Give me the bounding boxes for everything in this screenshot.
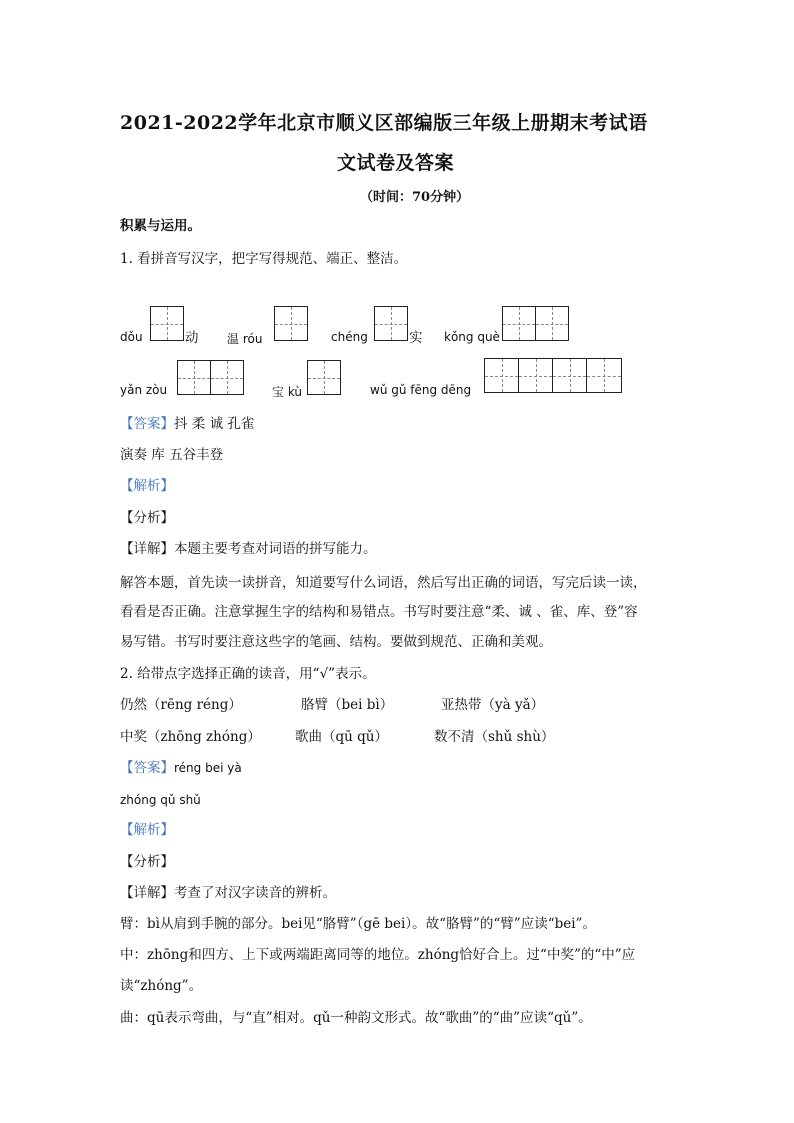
q1-pinyin-wugufengdeng: wǔ gǔ fēng dēng bbox=[370, 383, 472, 397]
q1-writing-grid-4[interactable] bbox=[502, 306, 569, 341]
answer-text: 抖 柔 诚 孔雀 bbox=[174, 416, 255, 432]
q1-para-line1: 解答本题，首先读一读拼音，知道要写什么词语，然后写出正确的词语，写完后读一读， bbox=[120, 575, 647, 591]
q2-answer-line2: zhóng qǔ shǔ bbox=[120, 793, 201, 807]
q1-writing-grid-6[interactable] bbox=[307, 360, 341, 395]
q2-row2-c: 数不清（shǔ shù） bbox=[434, 729, 555, 745]
q1-writing-grid-7[interactable] bbox=[484, 358, 622, 393]
q1-para-line3: 易写错。书写时要注意这些字的笔画、结构。要做到规范、正确和美观。 bbox=[120, 634, 552, 650]
q2-line3: 读“zhóng”。 bbox=[120, 978, 203, 994]
q1-writing-grid-1[interactable] bbox=[150, 306, 184, 341]
q1-pinyin-cheng: chéng bbox=[331, 330, 368, 344]
q2-row1-c: 亚热带（yà yǎ） bbox=[441, 697, 545, 713]
q2-line4: 曲：qū表示弯曲，与“直”相对。qǔ一种韵文形式。故“歌曲”的“曲”应读“qǔ”。 bbox=[120, 1010, 592, 1026]
q1-analysis-tag: 【解析】 bbox=[120, 478, 174, 494]
q2-fenxi: 【分析】 bbox=[120, 854, 174, 870]
q2-line1: 臂：bì从肩到手腕的部分。bei见“胳臂”（gē bei）。故“胳臂”的“臂”应读“bei”。 bbox=[120, 916, 596, 932]
detail-text: 考查了对汉字读音的辨析。 bbox=[174, 885, 336, 901]
q2-answer bbox=[120, 758, 242, 778]
q2-analysis-tag: 【解析】 bbox=[120, 822, 174, 838]
exam-time: （时间：70分钟） bbox=[360, 190, 470, 205]
q1-pinyin-yanzou: yǎn zòu bbox=[120, 383, 168, 397]
section-heading: 积累与运用。 bbox=[120, 218, 201, 234]
q1-pinyin-rou: 温 róu bbox=[227, 332, 263, 346]
q1-pinyin-kongque: kǒng què bbox=[444, 330, 500, 344]
q1-pinyin-ku: 宝 kù bbox=[272, 385, 303, 399]
q1-answer bbox=[120, 414, 254, 434]
q2-row2-a: 中奖（zhōng zhóng） bbox=[120, 729, 261, 745]
q2-row1-a: 仍然（rēng réng） bbox=[120, 697, 242, 713]
q1-fenxi: 【分析】 bbox=[120, 510, 174, 526]
q1-prompt: 1. 看拼音写汉字，把字写得规范、端正、整洁。 bbox=[120, 251, 408, 267]
q1-writing-grid-3[interactable] bbox=[374, 306, 408, 341]
q2-prompt: 2. 给带点字选择正确的读音，用“√”表示。 bbox=[120, 666, 376, 682]
q1-writing-grid-5[interactable] bbox=[177, 360, 244, 395]
q1-detail bbox=[120, 539, 377, 559]
q1-para-line2: 看看是否正确。注意掌握生字的结构和易错点。书写时要注意“柔、诚 、雀、库、登”容 bbox=[120, 604, 638, 620]
doc-title-line1: 2021-2022学年北京市顺义区部编版三年级上册期末考试语 bbox=[120, 112, 648, 134]
q2-detail bbox=[120, 883, 336, 903]
q1-suffix-shi: 实 bbox=[409, 330, 423, 346]
answer-tag: 【答案】 bbox=[120, 416, 174, 432]
q2-row1-b: 胳臂（bei bì） bbox=[301, 697, 394, 713]
q2-row2-b: 歌曲（qū qǔ） bbox=[295, 729, 388, 745]
q2-line2: 中：zhōng和四方、上下或两端距离同等的地位。zhóng恰好合上。过“中奖”的“中”应 bbox=[120, 947, 636, 963]
doc-title-line2: 文试卷及答案 bbox=[337, 152, 455, 174]
q1-pinyin-dou: dǒu bbox=[120, 330, 143, 344]
q1-writing-grid-2[interactable] bbox=[274, 306, 308, 341]
detail-tag: 【详解】 bbox=[120, 885, 174, 901]
detail-text: 本题主要考查对词语的拼写能力。 bbox=[174, 541, 377, 557]
q1-answer-line2: 演奏 库 五谷丰登 bbox=[120, 447, 224, 463]
answer-text: réng bei yà bbox=[174, 761, 242, 775]
answer-tag: 【答案】 bbox=[120, 760, 174, 776]
detail-tag: 【详解】 bbox=[120, 541, 174, 557]
q1-suffix-dong: 动 bbox=[185, 330, 199, 346]
